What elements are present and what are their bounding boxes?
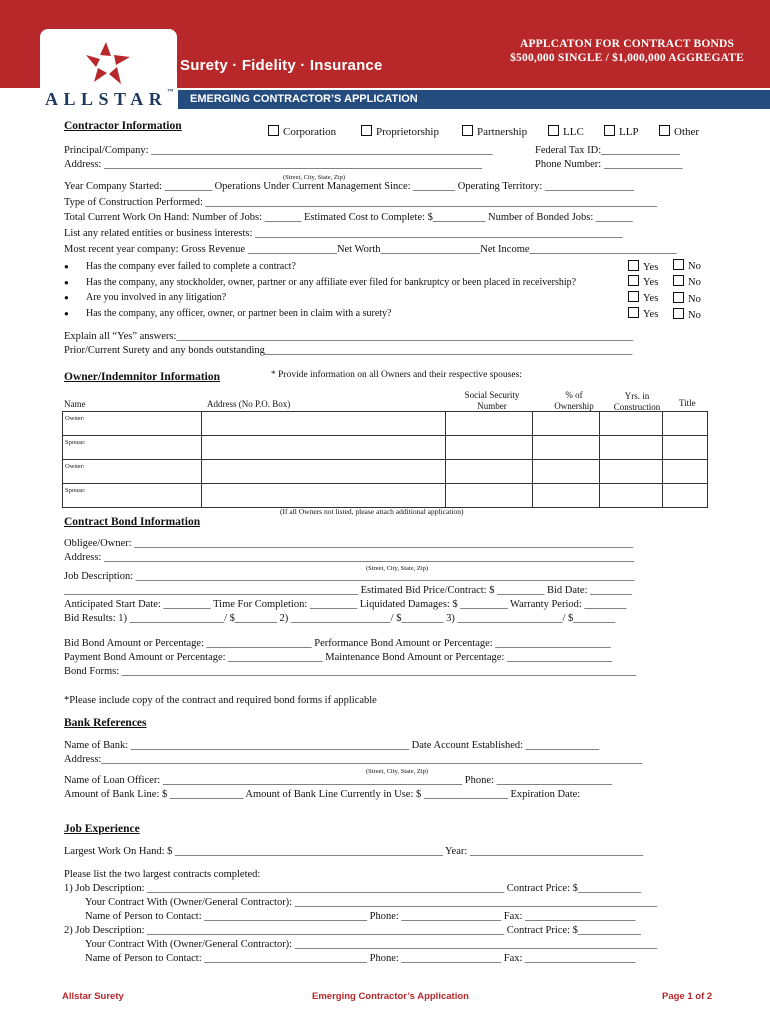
col-title: Title (679, 398, 696, 408)
bid-results-line[interactable]: Bid Results: 1) __________________/ $________ 2) ___________________/ $________ 3) ____________________/ $________ (64, 613, 616, 624)
footer-page-number: Page 1 of 2 (662, 991, 713, 1002)
recent-year-line[interactable]: Most recent year company: Gross Revenue _________________Net Worth___________________Net Income____________________________ (64, 244, 677, 255)
entity-partnership[interactable] (462, 125, 527, 138)
entity-label: Proprietorship (376, 126, 439, 138)
job1-contact-line[interactable]: Name of Person to Contact: _______________________________ Phone: ___________________ Fax: _____________________ (85, 911, 636, 922)
job2-description-line[interactable]: 2) Job Description: ____________________________________________________________________ Contract Price: $____________ (64, 925, 641, 936)
phone-number-field[interactable]: Phone Number: _______________ (535, 159, 683, 170)
years-cell[interactable] (600, 460, 663, 484)
owner-name-cell[interactable]: Owner: (63, 412, 202, 436)
years-cell[interactable] (600, 484, 663, 508)
job2-contact-line[interactable]: Name of Person to Contact: _______________________________ Phone: ___________________ Fax: _____________________ (85, 953, 636, 964)
address-field[interactable]: Address: ________________________________________________________________________ (64, 159, 482, 170)
loan-officer-line[interactable]: Name of Loan Officer: _________________________________________________________ Phone: ______________________ (64, 775, 613, 786)
q3-no[interactable] (673, 292, 701, 305)
ssn-cell[interactable] (446, 436, 533, 460)
bullet: ● (64, 309, 69, 318)
contractor-section-title: Contractor Information (64, 120, 182, 132)
table-row (63, 460, 708, 484)
ownership-cell[interactable] (533, 484, 600, 508)
explain-answers-field[interactable]: Explain all “Yes” answers:_______________________________________________________________________________________ (64, 331, 634, 342)
total-work-line[interactable]: Total Current Work On Hand: Number of Jobs: _______ Estimated Cost to Complete: $__________ Number of Bonded Jobs: _______ (64, 212, 633, 223)
obligee-field[interactable]: Obligee/Owner: _______________________________________________________________________________________________ (64, 538, 634, 549)
question-3: Are you involved in any litigation? (86, 292, 227, 303)
col-years (606, 391, 668, 413)
owner-name-cell[interactable]: Owner: (63, 460, 202, 484)
subtitle-band: EMERGING CONTRACTOR’S APPLICATION (178, 90, 770, 109)
col-ownership (540, 390, 608, 412)
brand-wordmark (45, 89, 173, 110)
allstar-star-icon (86, 42, 130, 87)
q4-yes[interactable] (628, 307, 658, 320)
related-entities-field[interactable]: List any related entities or business interests: ______________________________________________________________________ (64, 228, 623, 239)
year-started-line[interactable]: Year Company Started: _________ Operations Under Current Management Since: ________ Operating Territory: _________________ (64, 181, 635, 192)
principal-company-field[interactable]: Principal/Company: _________________________________________________________________ (64, 145, 493, 156)
street-hint: (Street, City, State, Zip) (366, 565, 429, 572)
jobs-section-title: Job Experience (64, 823, 140, 835)
address-cell[interactable] (202, 484, 446, 508)
title-line-1: APPLCATON FOR CONTRACT BONDS (519, 38, 735, 50)
yes-label: Yes (643, 277, 659, 288)
col-ssn-line1: Social Security (464, 390, 520, 400)
q4-no[interactable] (673, 308, 701, 321)
bank-section-title: Bank References (64, 717, 147, 729)
question-2: Has the company, any stockholder, owner, partner or any affiliate ever filed for bankruptcy or been placed in receivership? (86, 277, 577, 288)
question-1: Has the company ever failed to complete a contract? (86, 261, 296, 272)
checkbox[interactable] (268, 125, 279, 136)
entity-llc[interactable] (548, 125, 584, 138)
please-list-text: Please list the two largest contracts completed: (64, 869, 261, 880)
entity-label: Partnership (477, 126, 528, 138)
checkbox[interactable] (673, 292, 684, 303)
table-row (63, 436, 708, 460)
address-cell[interactable] (202, 412, 446, 436)
federal-tax-id-field[interactable]: Federal Tax ID:_______________ (535, 145, 680, 156)
entity-llp[interactable] (604, 125, 639, 138)
bullet: ● (64, 262, 69, 271)
col-address: Address (No P.O. Box) (207, 399, 291, 409)
col-years-line2: Construction (613, 402, 661, 412)
yes-label: Yes (643, 262, 659, 273)
q2-yes[interactable] (628, 275, 658, 288)
brand-name: ALLSTAR (45, 89, 168, 109)
bond-section-title: Contract Bond Information (64, 516, 201, 528)
footer-center: Emerging Contractor’s Application (312, 991, 469, 1002)
yes-label: Yes (643, 293, 659, 304)
bid-bond-line[interactable]: Bid Bond Amount or Percentage: ____________________ Performance Bond Amount or Percentage: ______________________ (64, 638, 611, 649)
checkbox[interactable] (673, 308, 684, 319)
entity-label: Corporation (283, 126, 337, 138)
address-cell[interactable] (202, 436, 446, 460)
no-label: No (688, 277, 701, 288)
owner-name-cell[interactable]: Spouse: (63, 484, 202, 508)
checkbox[interactable] (548, 125, 559, 136)
bond-address-field[interactable]: Address: _____________________________________________________________________________________________________ (64, 552, 635, 563)
years-cell[interactable] (600, 436, 663, 460)
ownership-cell[interactable] (533, 460, 600, 484)
job-description-field[interactable]: Job Description: _______________________________________________________________________________________________ (64, 571, 635, 582)
checkbox[interactable] (628, 260, 639, 271)
table-row (63, 484, 708, 508)
bank-name-line[interactable]: Name of Bank: _____________________________________________________ Date Account Established: ______________ (64, 740, 600, 751)
job1-description-line[interactable]: 1) Job Description: ____________________________________________________________________ Contract Price: $____________ (64, 883, 641, 894)
q1-no[interactable] (673, 259, 701, 272)
col-ownership-line2: Ownership (554, 401, 594, 411)
ownership-cell[interactable] (533, 436, 600, 460)
application-title (510, 37, 744, 65)
entity-other[interactable] (659, 125, 699, 138)
col-ownership-line1: % of (565, 390, 583, 400)
question-4: Has the company, any officer, owner, or partner been in claim with a surety? (86, 308, 392, 319)
ssn-cell[interactable] (446, 484, 533, 508)
owner-name-cell[interactable]: Spouse: (63, 436, 202, 460)
title-line-2: $500,000 SINGLE / $1,000,000 AGGREGATE (510, 52, 744, 64)
tagline: Surety · Fidelity · Insurance (180, 57, 383, 74)
checkbox[interactable] (361, 125, 372, 136)
checkbox[interactable] (659, 125, 670, 136)
entity-label: Other (674, 126, 700, 138)
title-cell[interactable] (663, 412, 708, 436)
street-hint: (Street, City, State, Zip) (283, 174, 346, 181)
q3-yes[interactable] (628, 291, 658, 304)
checkbox[interactable] (628, 275, 639, 286)
q2-no[interactable] (673, 275, 701, 288)
bank-address-field[interactable]: Address:_______________________________________________________________________________________________________ (64, 754, 643, 765)
footer-left: Allstar Surety (62, 991, 124, 1002)
years-cell[interactable] (600, 412, 663, 436)
title-cell[interactable] (663, 460, 708, 484)
checkbox[interactable] (673, 259, 684, 270)
ownership-cell[interactable] (533, 412, 600, 436)
q1-yes[interactable] (628, 260, 658, 273)
bullet: ● (64, 278, 69, 287)
owners-note: * Provide information on all Owners and their respective spouses: (271, 370, 522, 380)
bank-line-amount-line[interactable]: Amount of Bank Line: $ ______________ Amount of Bank Line Currently in Use: $ ________________ Expiration Date: (64, 789, 581, 800)
entity-corporation[interactable] (268, 125, 336, 138)
col-name: Name (64, 399, 86, 409)
owners-footnote: (If all Owners not listed, please attach additional application) (280, 507, 464, 516)
prior-surety-field[interactable]: Prior/Current Surety and any bonds outstanding______________________________________________________________________ (64, 345, 633, 356)
title-cell[interactable] (663, 484, 708, 508)
entity-label: LLC (563, 126, 584, 138)
ssn-cell[interactable] (446, 460, 533, 484)
trademark: ™ (167, 89, 174, 95)
owners-section-title: Owner/Indemnitor Information (64, 371, 220, 383)
checkbox[interactable] (628, 291, 639, 302)
col-years-line1: Yrs. in (624, 391, 650, 401)
checkbox[interactable] (673, 275, 684, 286)
address-cell[interactable] (202, 460, 446, 484)
largest-work-line[interactable]: Largest Work On Hand: $ ___________________________________________________ Year: _________________________________ (64, 846, 644, 857)
title-cell[interactable] (663, 436, 708, 460)
table-row (63, 412, 708, 436)
owners-table (62, 411, 708, 508)
bond-forms-field[interactable]: Bond Forms: __________________________________________________________________________________________________ (64, 666, 637, 677)
anticipated-start-line[interactable]: Anticipated Start Date: _________ Time For Completion: _________ Liquidated Damages: $ _________ Warranty Period: ________ (64, 599, 627, 610)
street-hint: (Street, City, State, Zip) (366, 768, 429, 775)
checkbox[interactable] (628, 307, 639, 318)
construction-type-field[interactable]: Type of Construction Performed: ______________________________________________________________________________________ (64, 197, 658, 208)
yes-label: Yes (643, 309, 659, 320)
entity-label: LLP (619, 126, 639, 138)
no-label: No (688, 310, 701, 321)
job2-contract-with-field[interactable]: Your Contract With (Owner/General Contractor): _____________________________________________________________________ (85, 939, 657, 950)
checkbox[interactable] (462, 125, 473, 136)
no-label: No (688, 261, 701, 272)
ssn-cell[interactable] (446, 412, 533, 436)
col-ssn-line2: Number (477, 401, 507, 411)
bullet: ● (64, 293, 69, 302)
include-note: *Please include copy of the contract and required bond forms if applicable (64, 695, 377, 706)
entity-proprietorship[interactable] (361, 125, 439, 138)
job1-contract-with-field[interactable]: Your Contract With (Owner/General Contractor): _____________________________________________________________________ (85, 897, 657, 908)
estimated-bid-line[interactable]: ________________________________________________________ Estimated Bid Price/Contract: $ _________ Bid Date: ________ (64, 585, 633, 596)
checkbox[interactable] (604, 125, 615, 136)
payment-bond-line[interactable]: Payment Bond Amount or Percentage: __________________ Maintenance Bond Amount or Percentage: ____________________ (64, 652, 612, 663)
no-label: No (688, 294, 701, 305)
col-ssn (452, 390, 532, 412)
